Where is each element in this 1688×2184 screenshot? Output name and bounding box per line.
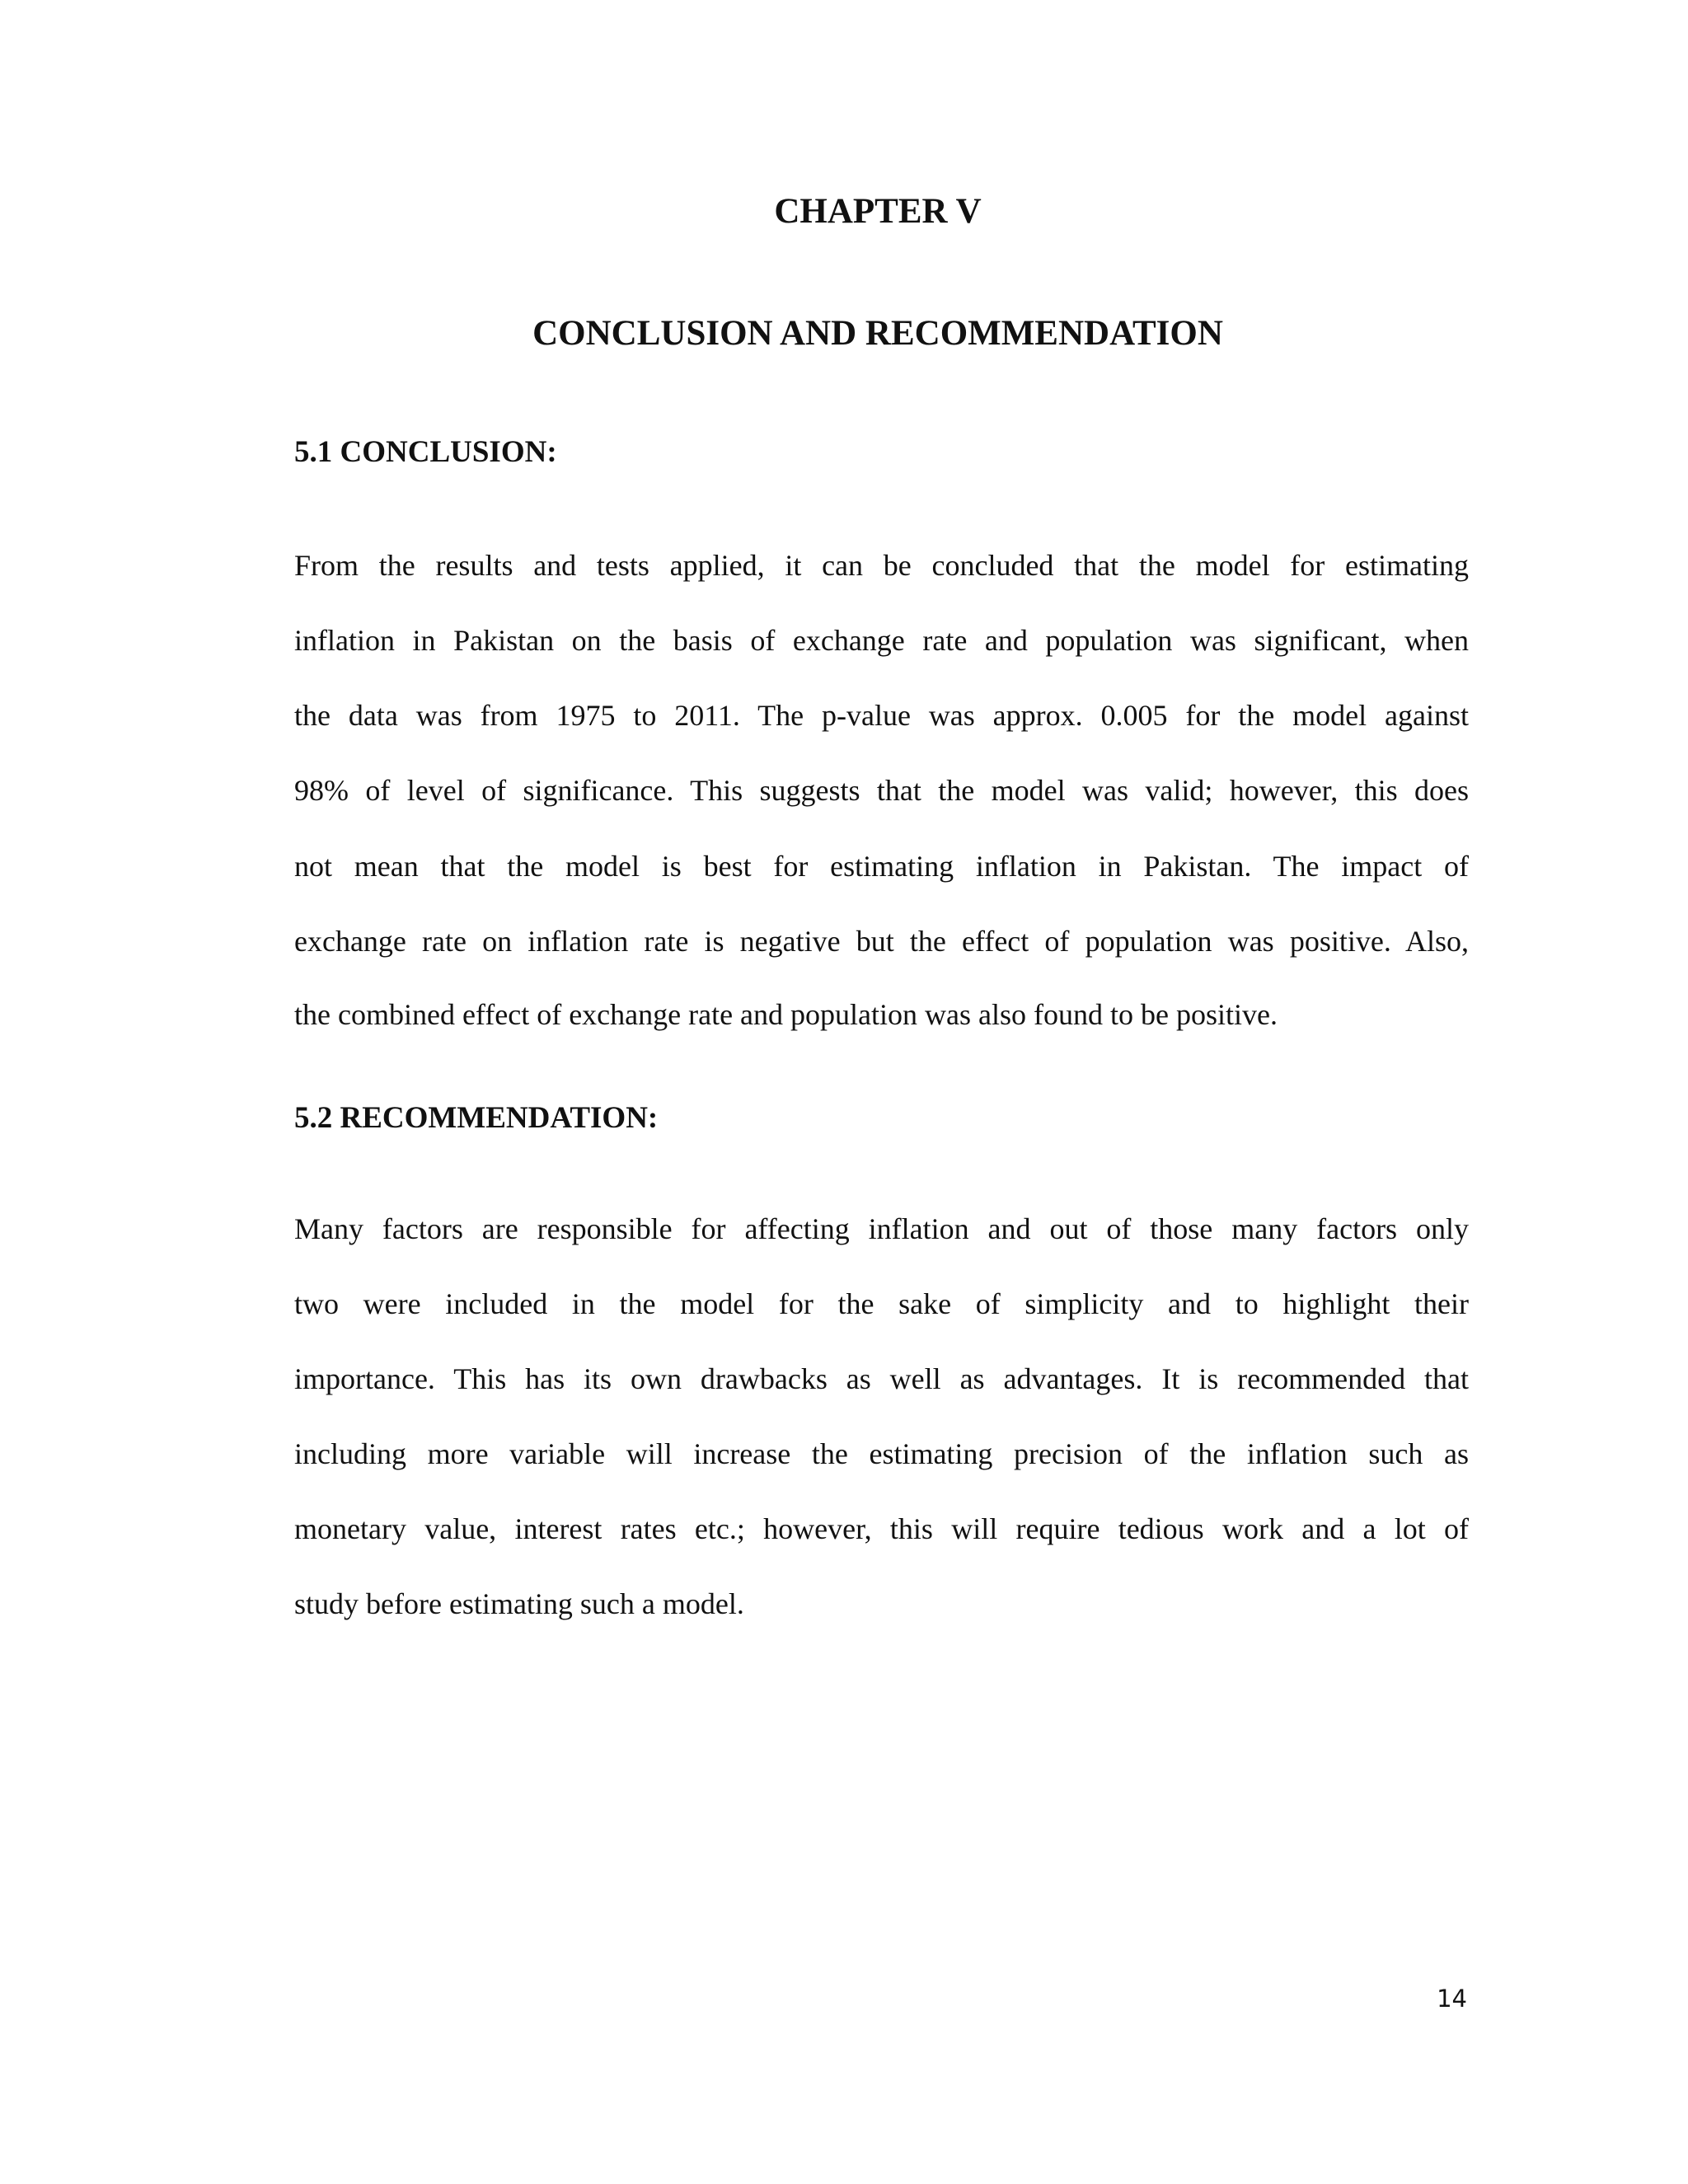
paragraph-line: exchange rate on inflation rate is negative but the effect of population was positive. Also, (294, 925, 1469, 958)
section-heading-recommendation: 5.2 RECOMMENDATION: (294, 1101, 659, 1135)
paragraph-line: monetary value, interest rates etc.; however, this will require tedious work and a lot of (294, 1512, 1469, 1545)
paragraph-line: study before estimating such a model. (294, 1587, 744, 1620)
section-heading-conclusion: 5.1 CONCLUSION: (294, 435, 557, 469)
paragraph-line: the data was from 1975 to 2011. The p-value was approx. 0.005 for the model against (294, 699, 1469, 732)
page-number: 14 (1437, 1985, 1467, 2013)
paragraph-line: From the results and tests applied, it can be concluded that the model for estimating (294, 549, 1469, 582)
paragraph-line: not mean that the model is best for estimating inflation in Pakistan. The impact of (294, 850, 1469, 883)
chapter-number: CHAPTER V (774, 192, 982, 231)
paragraph-line: inflation in Pakistan on the basis of exchange rate and population was significant, when (294, 624, 1469, 657)
paragraph-line: 98% of level of significance. This suggests that the model was valid; however, this does (294, 774, 1469, 807)
paragraph-line: the combined effect of exchange rate and population was also found to be positive. (294, 998, 1278, 1031)
chapter-title: CONCLUSION AND RECOMMENDATION (532, 314, 1223, 353)
paragraph-line: including more variable will increase the estimating precision of the inflation such as (294, 1437, 1469, 1470)
paragraph-line: two were included in the model for the sake of simplicity and to highlight their (294, 1287, 1469, 1320)
paragraph-line: Many factors are responsible for affecting inflation and out of those many factors only (294, 1212, 1469, 1245)
paragraph-line: importance. This has its own drawbacks as well as advantages. It is recommended that (294, 1362, 1469, 1395)
